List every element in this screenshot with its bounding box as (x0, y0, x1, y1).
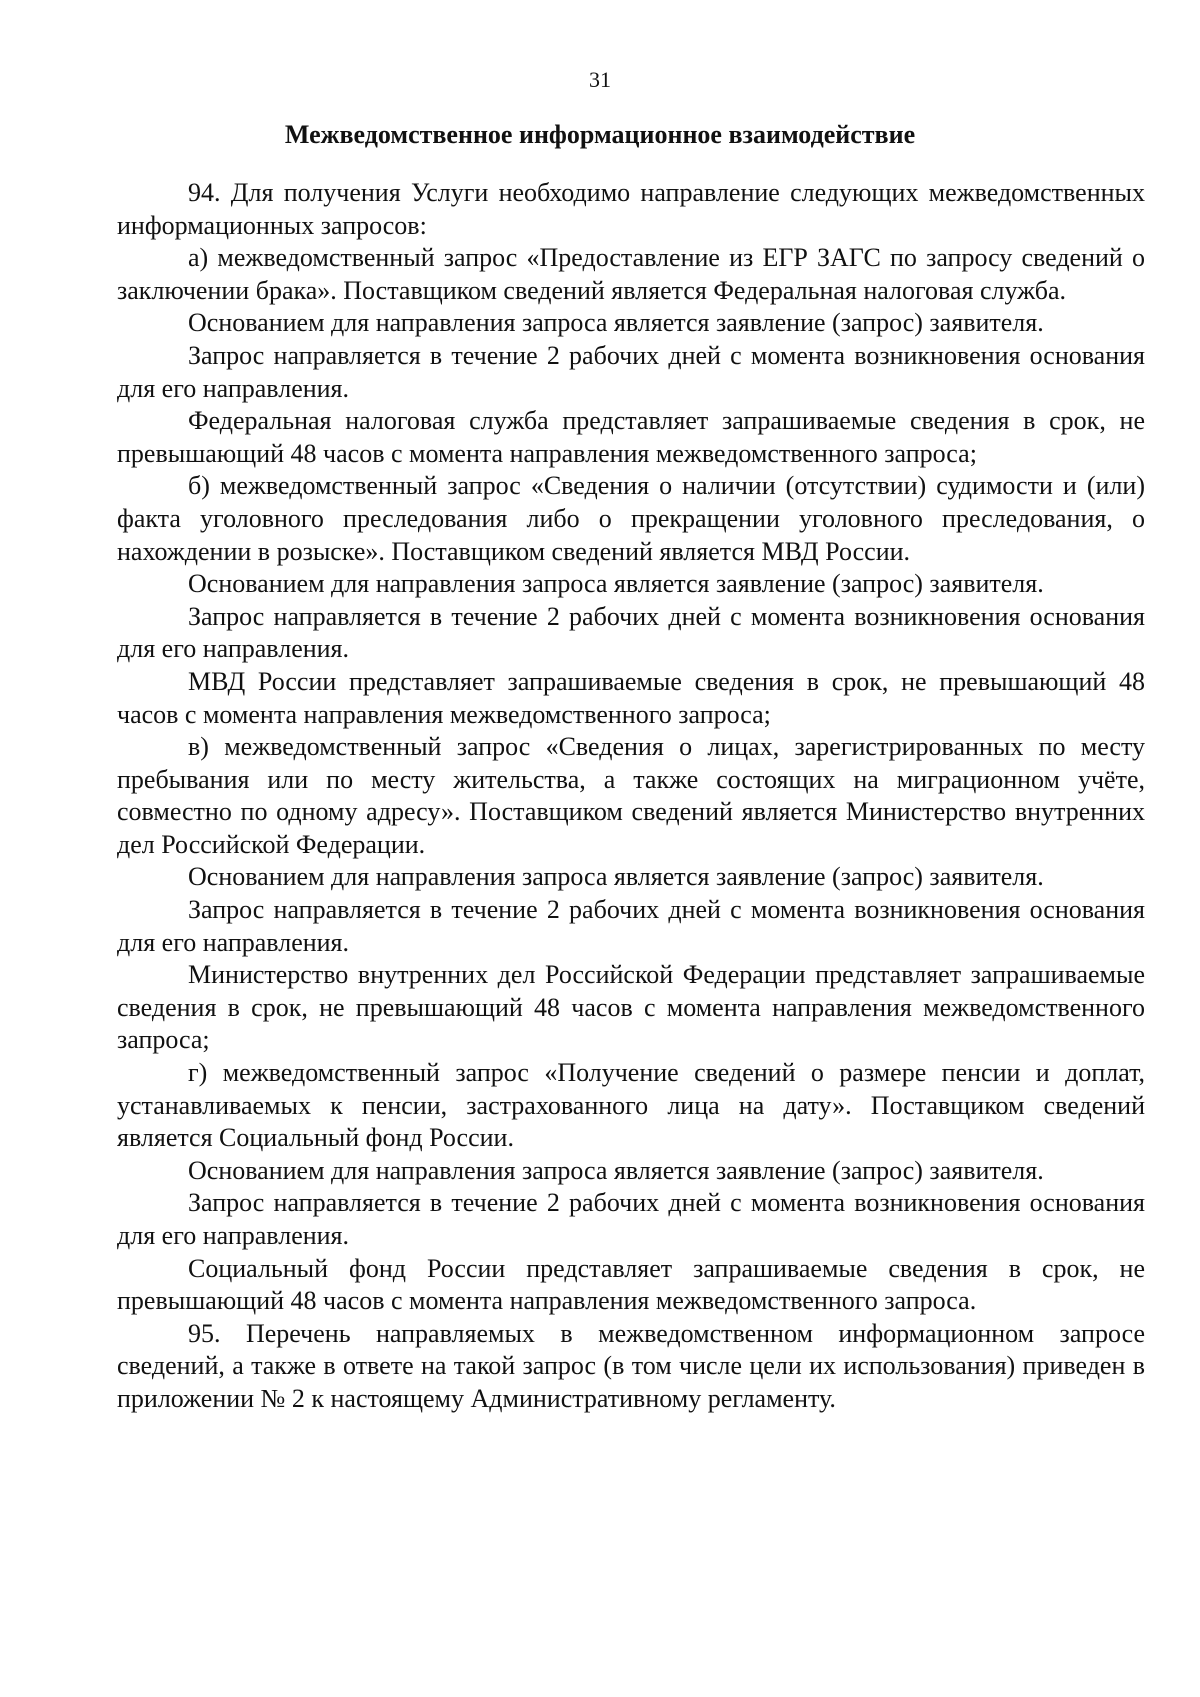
section-title: Межведомственное информационное взаимодействие (284, 120, 916, 149)
paragraph-g-basis: Основанием для направления запроса является заявление (запрос) заявителя. (188, 1155, 1044, 1185)
paragraph-v-term: Запрос направляется в течение 2 рабочих дней с момента возникновения основания для его направления. (117, 895, 1145, 957)
paragraph-item-v: в) межведомственный запрос «Сведения о лицах, зарегистрированных по месту пребывания или по месту жительства, а также состоящих на миграционном учёте, совместно по одному адресу». Поставщиком сведений является Министерство внутренних дел Российской Федерации. (117, 732, 1145, 859)
paragraph-b-term: Запрос направляется в течение 2 рабочих дней с момента возникновения основания для его направления. (117, 601, 1145, 664)
paragraph-g-response: Социальный фонд России представляет запрашиваемые сведения в срок, не превышающий 48 часов с момента направления межведомственного запроса. (117, 1253, 1145, 1316)
paragraph-a-response: Федеральная налоговая служба представляет запрашиваемые сведения в срок, не превышающий 48 часов с момента направления межведомственного запроса; (117, 406, 1145, 468)
paragraph-b-basis: Основанием для направления запроса является заявление (запрос) заявителя. (188, 569, 1044, 599)
paragraph-item-b: б) межведомственный запрос «Сведения о наличии (отсутствии) судимости и (или) факта уголовного преследования либо о прекращении уголовного преследования, о нахождении в розыске». Поставщиком сведений является МВД России. (117, 471, 1145, 566)
paragraph-94-intro: 94. Для получения Услуги необходимо направление следующих межведомственных информационных запросов: (117, 178, 1145, 240)
paragraph-g-term: Запрос направляется в течение 2 рабочих дней с момента возникновения основания для его направления. (117, 1188, 1145, 1250)
paragraph-95: 95. Перечень направляемых в межведомственном информационном запросе сведений, а также в ответе на такой запрос (в том числе цели их использования) приведен в приложении № 2 к настоящему Административному регламенту. (117, 1318, 1145, 1413)
paragraph-v-response: Министерство внутренних дел Российской Федерации представляет запрашиваемые сведения в срок, не превышающий 48 часов с момента направления межведомственного запроса; (117, 960, 1145, 1055)
page-number: 31 (589, 67, 611, 92)
paragraph-item-g: г) межведомственный запрос «Получение сведений о размере пенсии и доплат, устанавливаемых к пенсии, застрахованного лица на дату». Поставщиком сведений является Социальный фонд России. (117, 1058, 1145, 1153)
paragraph-a-term: Запрос направляется в течение 2 рабочих дней с момента возникновения основания для его направления. (117, 340, 1145, 403)
document-body (117, 177, 1145, 1416)
paragraph-a-basis: Основанием для направления запроса является заявление (запрос) заявителя. (188, 308, 1044, 338)
paragraph-item-a: а) межведомственный запрос «Предоставление из ЕГР ЗАГС по запросу сведений о заключении брака». Поставщиком сведений является Федеральная налоговая служба. (117, 243, 1145, 305)
paragraph-v-basis: Основанием для направления запроса является заявление (запрос) заявителя. (188, 862, 1044, 892)
paragraph-b-response: МВД России представляет запрашиваемые сведения в срок, не превышающий 48 часов с момента направления межведомственного запроса; (117, 666, 1145, 729)
